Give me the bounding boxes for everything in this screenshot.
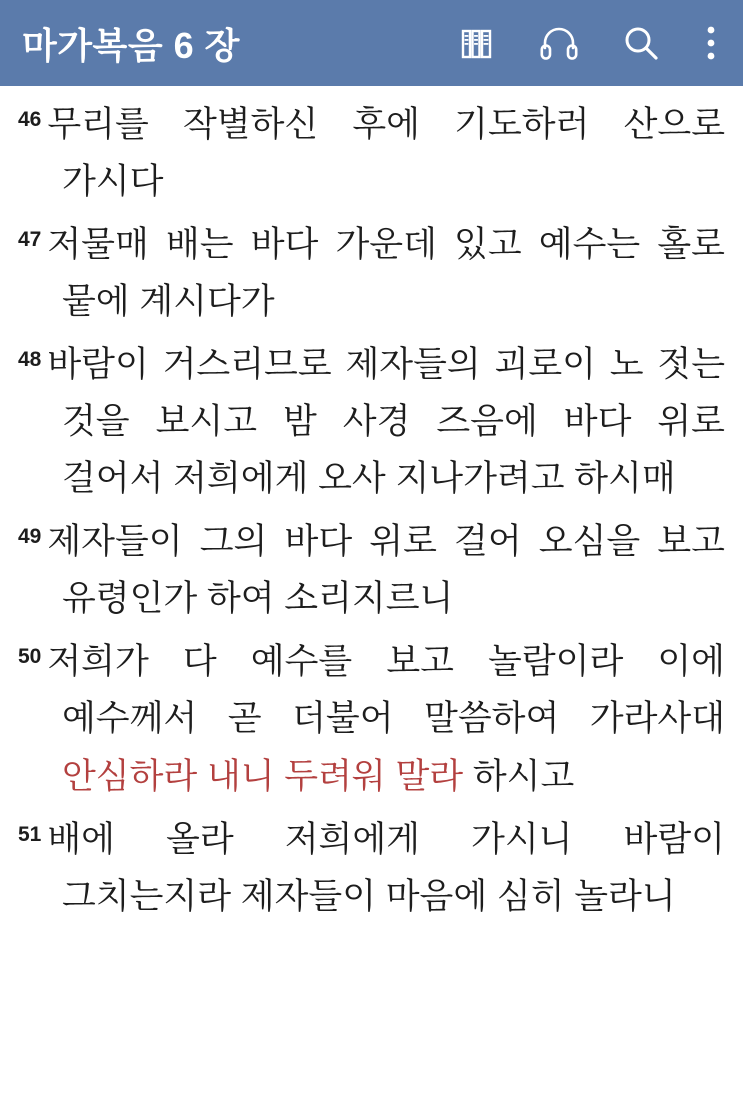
- verse-text: 배에 올라 저희에게 가시니 바람이 그치는지라 제자들이 마음에 심히 놀라니: [47, 819, 725, 916]
- verse-text: 하시고: [463, 756, 575, 796]
- overflow-menu-icon[interactable]: [699, 19, 723, 67]
- search-icon[interactable]: [617, 19, 665, 67]
- verse-number: 47: [18, 228, 42, 252]
- verse-text: 저희가 다 예수를 보고 놀람이라 이에 예수께서 곧 더불어 말씀하여 가라사대: [47, 642, 725, 739]
- page-title: 마가복음 6 장: [22, 24, 240, 66]
- verse-list: [18, 96, 725, 925]
- verse-number: 49: [18, 525, 42, 549]
- verse[interactable]: [18, 513, 725, 627]
- verse-text: 저물매 배는 바다 가운데 있고 예수는 홀로 뭍에 계시다가: [47, 225, 725, 322]
- library-icon[interactable]: [453, 19, 501, 67]
- appbar-actions: [453, 19, 729, 67]
- verse-text: 제자들이 그의 바다 위로 걸어 오심을 보고 유령인가 하여 소리지르니: [47, 522, 725, 619]
- verse[interactable]: [18, 633, 725, 804]
- verse[interactable]: [18, 336, 725, 507]
- verse[interactable]: [18, 811, 725, 925]
- verse[interactable]: [18, 96, 725, 210]
- verse-number: 51: [18, 822, 42, 846]
- verse-text: 바람이 거스리므로 제자들의 괴로이 노 젓는 것을 보시고 밤 사경 즈음에 바다 위로 걸어서 저희에게 오사 지나가려고 하시매: [47, 345, 725, 499]
- verse-text: 무리를 작별하신 후에 기도하러 산으로 가시다: [47, 105, 725, 202]
- app-bar: [0, 0, 743, 86]
- verse[interactable]: [18, 216, 725, 330]
- verse-number: 48: [18, 348, 42, 372]
- verse-text-highlighted: 안심하라 내니 두려워 말라: [62, 756, 464, 796]
- verse-number: 50: [18, 645, 42, 669]
- verse-number: 46: [18, 108, 42, 131]
- scripture-content[interactable]: [0, 86, 743, 1105]
- headphones-icon[interactable]: [535, 19, 583, 67]
